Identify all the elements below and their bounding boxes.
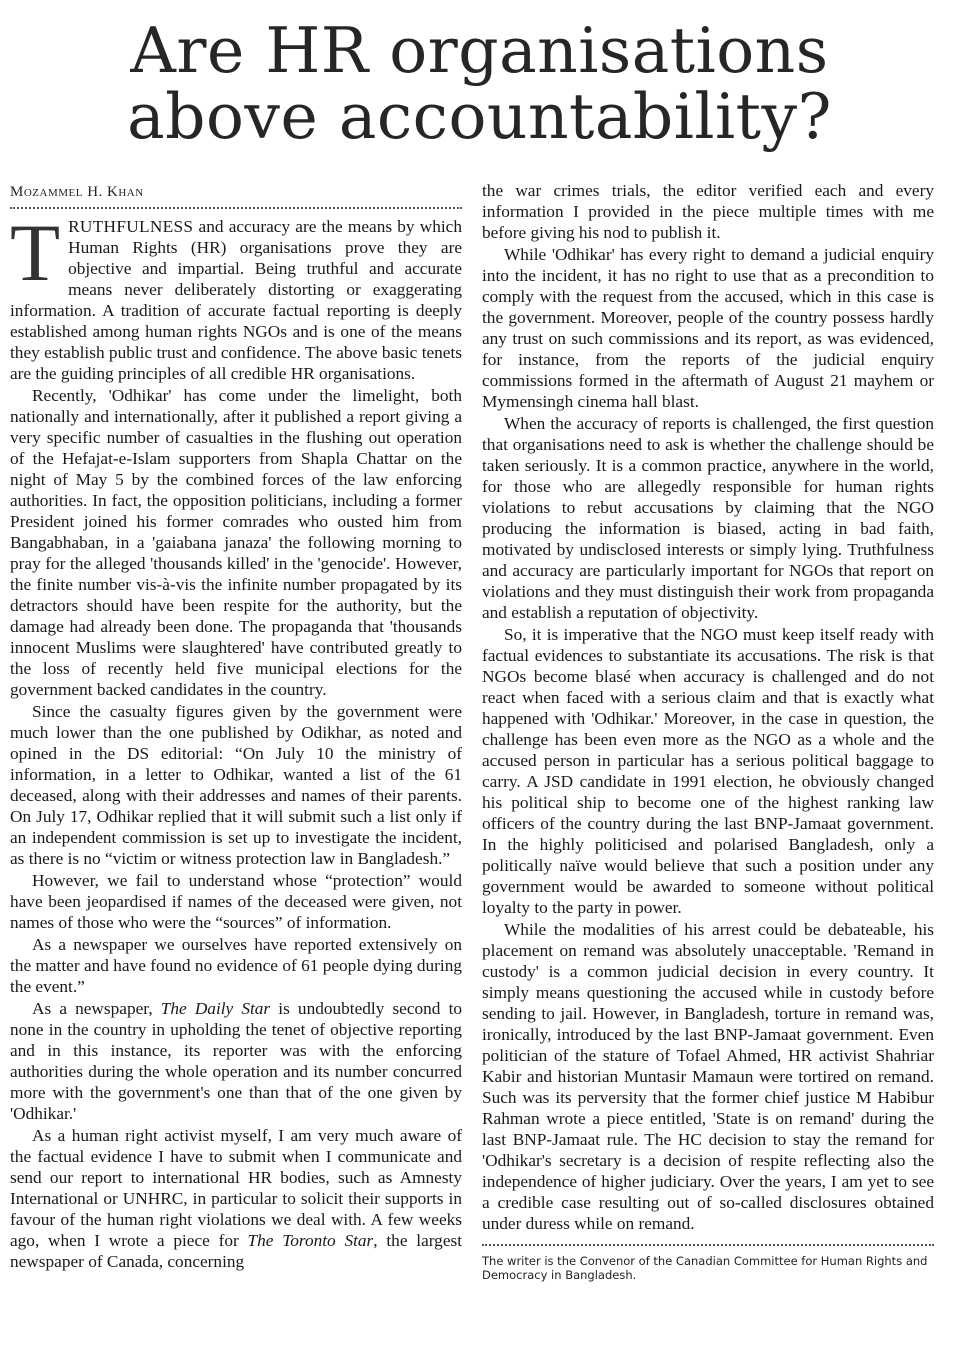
paragraph-5: As a newspaper we ourselves have reported extensively on the matter and have found no evidence of 61 people dying during the event.”: [10, 935, 462, 996]
paragraph-7-continued: the war crimes trials, the editor verified each and every information I provided in the piece multiple times with me before giving his nod to publish it.: [482, 181, 934, 242]
paragraph-4: However, we fail to understand whose “protection” would have been jeopardised if names of the deceased were given, not names of those who were the “sources” of information.: [10, 871, 462, 932]
paragraph-11: While the modalities of his arrest could be debateable, his placement on remand was absolutely unacceptable. 'Remand in custody' is a common judicial decision in every country. It simply means questioning the accused while in custody before sending to jail. However, in Bangladesh, torture in remand was, ironically, introduced by the last BNP-Jamaat government. Even politician of the stature of Tofael Ahmed, HR activist Shahriar Kabir and historian Muntasir Mamaun were tortired on remand. Such was its perversity that the former chief justice M Habibur Rahman wrote a piece entitled, 'State is on remand' during the last BNP-Jamaat rule. The HC decision to stay the remand for 'Odhikar's secretary is a decision of respite reflecting also the independence of higher judiciary. Over the years, I am yet to see a credible case resulting out of so-called disclosures obtained under duress while on remand.: [482, 920, 934, 1233]
paragraph-7-text-a: As a human right activist myself, I am very much aware of the factual evidence I have to submit when I communicate and send our report to international HR bodies, such as Amnesty International or UNHRC, in particular to solicit their supports in favour of the human right violations we deal with. A few weeks ago, when I wrote a piece for: [10, 1126, 462, 1250]
paragraph-8: While 'Odhikar' has every right to demand a judicial enquiry into the incident, it has no right to use that as a precondition to comply with the request from the accused, which in this case is the government. Moreover, people of the country possess hardly any trust on such commissions and its report, as was evidenced, for instance, from the reports of the judicial enquiry commissions formed in the aftermath of August 21 mayhem or Mymensingh cinema hall blast.: [482, 245, 934, 411]
paragraph-1: [10, 207, 462, 384]
headline: [0, 14, 959, 153]
toronto-star-name: The Toronto Star: [247, 1231, 374, 1250]
paragraph-7-text-b: , the largest newspaper of Canada, concerning: [10, 1231, 463, 1271]
paragraph-9: When the accuracy of reports is challenged, the first question that organisations need to ask is whether the challenge should be taken seriously. It is a common practice, anywhere in the world, for those who are allegedly responsible for human rights violations to rebut accusations by claiming that the NGO producing the information is biased, acting in bad faith, motivated by undisclosed interests or simply lying. Truthfulness and accuracy are particularly important for NGOs that report on violations and they must distinguish their work from propaganda and establish a reputation of objectivity.: [482, 414, 934, 622]
author-footnote: The writer is the Convenor of the Canadian Committee for Human Rights and Democracy in Bangladesh.: [482, 1254, 928, 1282]
right-column: [482, 180, 934, 1283]
paragraph-6: [10, 998, 462, 1124]
paragraph-3: Since the casualty figures given by the government were much lower than the one published by Odikhar, as noted and opined in the DS editorial: “On July 10 the ministry of information, in a letter to Odhikar, wanted a list of the 61 deceased, along with their addresses and names of their parents. On July 17, Odhikar replied that it will submit such a list only if an independent commission is set up to investigate the incident, as there is no “victim or witness protection law in Bangladesh.”: [10, 702, 462, 868]
paragraph-6-text-b: is undoubtedly second to none in the country in upholding the tenet of objective reporting and in this instance, its reporter was with the enforcing authorities during the whole operation and its number concurred more with the government's one than that of the one given by 'Odhikar.': [10, 999, 463, 1123]
paragraph-6-text-a: As a newspaper,: [32, 999, 161, 1018]
paragraph-7: [10, 1125, 462, 1272]
lead-caps: RUTHFULNESS: [68, 217, 194, 236]
drop-cap: T: [10, 207, 61, 298]
headline-line-1: Are HR organisations: [130, 14, 829, 87]
left-column: [10, 182, 462, 1273]
paragraph-10: So, it is imperative that the NGO must keep itself ready with factual evidences to substantiate its accusations. The risk is that NGOs become blasé when accuracy is challenged and do not react when faced with a serious claim and that is exactly what happened with 'Odhikar.' Moreover, in the case in question, the challenge has been even more as the NGO as a whole and the accused person in particular has a serious political baggage to carry. A JSD candidate in 1991 election, he obviously changed his political ship to become one of the highest ranking law officers of the country during the last BNP-Jamaat government. In the highly politicised and polarised Bangladesh, only a politically naïve would believe that such a position under any government would be awarded to someone without political loyalty to the party in power.: [482, 625, 934, 917]
byline: Mozammel H. Khan: [10, 182, 462, 209]
footnote-divider: [482, 1244, 934, 1282]
newspaper-name: The Daily Star: [160, 999, 271, 1018]
headline-line-2: above accountability?: [127, 80, 832, 153]
paragraph-2: Recently, 'Odhikar' has come under the limelight, both nationally and internationally, after it published a report giving a very specific number of casualties in the flushing out operation of the Hefajat-e-Islam supporters from Shapla Chattar on the night of May 5 by the combined forces of the law enforcing authorities. In fact, the opposition politicians, including a former President joined his former comrades who ousted him from Bangabhaban, in a 'gaiabana janaza' the following morning to pray for the alleged 'thousands killed' in the 'genocide'. However, the finite number vis-à-vis the infinite number propagated by its detractors should have been respite for the authority, but the damage had already been done. The propaganda that 'thousands innocent Muslims were slaughtered' have contributed greatly to the loss of recently held five municipal elections for the government backed candidates in the country.: [10, 386, 462, 699]
paragraph-1-text: and accuracy are the means by which Human Rights (HR) organisations prove they are objective and impartial. Being truthful and accurate means never deliberately distorting or exaggerating information. A tradition of accurate factual reporting is deeply established among human rights NGOs and is one of the means they establish public trust and confidence. The above basic tenets are the guiding principles of all credible HR organisations.: [10, 217, 462, 383]
